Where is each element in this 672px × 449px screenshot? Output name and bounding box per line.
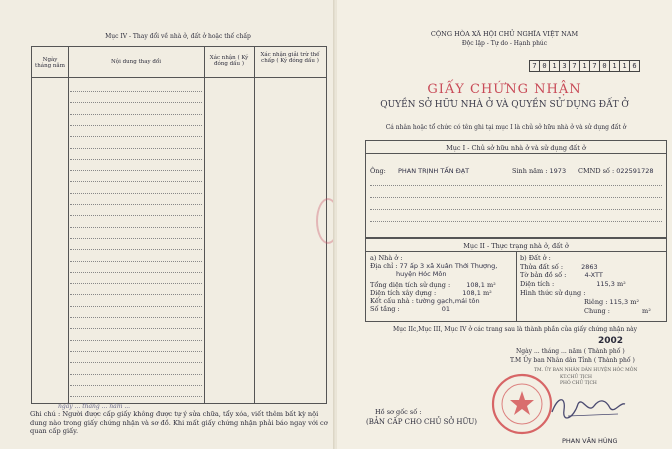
serial-digit: 6: [629, 60, 640, 72]
plot-label: Thửa đất số :: [520, 263, 564, 271]
map-label: Tờ bản đồ số :: [520, 271, 567, 279]
ruled-line: [70, 283, 202, 284]
form-label: Hình thức sử dụng :: [520, 289, 586, 297]
serial-digit: 1: [619, 60, 630, 72]
col-confirm-header: Xác nhận ( Ký đóng dấu ): [209, 55, 249, 67]
unit-m2: m²: [642, 307, 651, 315]
ruled-line: [70, 374, 202, 375]
authority: T.M Ủy ban Nhân dân Tỉnh ( Thành phố ): [510, 357, 635, 364]
col-content-header: Nội dung thay đổi: [110, 59, 162, 65]
structure-label: Kết cấu nhà :: [370, 297, 414, 305]
built-area: 108,1: [462, 289, 481, 297]
floors-label: Số tầng :: [370, 305, 400, 313]
addr-label: Địa chỉ :: [370, 262, 398, 270]
id-number: 022591728: [616, 167, 654, 175]
built-area-label: Diện tích xây dựng :: [370, 289, 437, 297]
unit-m2: m²: [630, 298, 639, 306]
ruled-line: [70, 328, 202, 329]
date-line: Ngày ... tháng ... năm ( Thành phố ): [516, 348, 625, 355]
ruled-line: [70, 193, 202, 194]
ruled-line: [70, 249, 202, 250]
ruled-line: [70, 148, 202, 149]
unit-m2: m²: [616, 280, 626, 288]
ruled-line: [70, 227, 202, 228]
addr-value: 77 ấp 3 xã Xuân Thới Thượng,: [399, 262, 498, 270]
official-seal-icon: [490, 372, 554, 436]
unit-m2: m²: [482, 289, 492, 297]
serial-digit: 7: [529, 60, 540, 72]
addr-value-2: huyện Hóc Môn: [396, 270, 447, 278]
id-label: CMND số :: [578, 167, 615, 175]
ruled-line: [70, 114, 202, 115]
signer-name: PHAN VĂN HÙNG: [562, 437, 618, 445]
ruled-line: [70, 204, 202, 205]
serial-digit: 1: [549, 60, 560, 72]
file-label: Hồ sơ gốc số :: [375, 408, 422, 416]
ruled-line: [70, 181, 202, 182]
copy-note: (BẢN CẤP CHO CHỦ SỞ HỮU): [366, 418, 478, 426]
ruled-line: [70, 317, 202, 318]
authority-line-4: PHÓ CHỦ TỊCH: [560, 381, 597, 386]
land-area-label: Diện tích :: [520, 280, 555, 288]
serial-digit: 1: [609, 60, 620, 72]
section-iv-title: Mục IV - Thay đổi về nhà ở, đất ở hoặc thế chấp: [105, 33, 251, 40]
signature-icon: [548, 392, 628, 422]
section-ii-title: Mục II - Thực trạng nhà ở, đất ở: [463, 242, 569, 250]
unit-m2: m²: [486, 281, 496, 289]
ruled-line: [70, 159, 202, 160]
owner-label: Ông:: [370, 167, 386, 175]
ruled-line: [70, 340, 202, 341]
serial-digit: 1: [579, 60, 590, 72]
col-release-header: Xác nhận giải trừ thế chấp ( Ký đóng dấu ): [260, 52, 320, 64]
certificate-title: GIẤY CHỨNG NHẬN: [427, 82, 582, 97]
ruled-line: [70, 261, 202, 262]
ruled-line: [70, 396, 202, 397]
authority-line-3: KT.CHỦ TỊCH: [560, 375, 592, 380]
section-i-title: Mục I - Chủ sở hữu nhà ở và sử dụng đất ở: [446, 144, 586, 152]
serial-digit: 3: [559, 60, 570, 72]
land-area: 115,3: [596, 280, 615, 288]
total-area-label: Tổng diện tích sử dụng :: [370, 281, 451, 289]
section-ii-box: [365, 238, 667, 322]
serial-digit: 7: [569, 60, 580, 72]
changes-table: [31, 46, 327, 404]
nation-header: CỘNG HÒA XÃ HỘI CHỦ NGHĨA VIỆT NAM: [430, 30, 579, 38]
authority-line-2: TM. ỦY BAN NHÂN DÂN HUYỆN HÓC MÔN: [534, 368, 638, 373]
private-label: Riêng :: [584, 298, 608, 306]
footnote: Ghi chú : Người được cấp giấy không được tự ý sửa chữa, tẩy xóa, viết thêm bất kỳ nội dung nào trong giấy chứng nhận và sơ đồ. Khi mất giấy chứng nhận phải báo ngay với cơ quan cấp giấy.: [30, 410, 328, 435]
footer-note: Mục IIc,Mục III, Mục IV ở các trang sau là thành phần của giấy chứng nhận này: [392, 326, 638, 333]
serial-number: [530, 60, 640, 72]
ruled-line: [70, 91, 202, 92]
ruled-line: [70, 102, 202, 103]
private: 115,3: [609, 298, 629, 306]
ruled-line: [70, 238, 202, 239]
ruled-line: [70, 294, 202, 295]
house-label: a) Nhà ở :: [370, 254, 403, 262]
birth-label: Sinh năm :: [512, 167, 548, 175]
ruled-line: [70, 215, 202, 216]
ruled-line: [70, 125, 202, 126]
land-label: b) Đất ở :: [520, 254, 551, 262]
map: 4-XTT: [584, 271, 603, 279]
ruled-line: [70, 385, 202, 386]
col-date-header: Ngày tháng năm: [35, 57, 65, 69]
ruled-line: [70, 170, 202, 171]
structure: tường gạch,mái tôn: [416, 297, 480, 305]
serial-digit: 0: [599, 60, 610, 72]
total-area: 108,1: [466, 281, 485, 289]
floors: 01: [441, 305, 451, 313]
handwritten-scribble: ngày ... tháng ... năm ...: [58, 403, 131, 410]
birth-year: 1973: [549, 167, 567, 175]
ruled-line: [70, 362, 202, 363]
shared-label: Chung :: [584, 307, 610, 315]
intro-text: Cá nhân hoặc tổ chức có tên ghi tại mục I là chủ sở hữu nhà ở và sử dụng đất ở: [385, 124, 627, 131]
issue-year: 2002: [598, 336, 624, 346]
ruled-line: [70, 351, 202, 352]
ruled-line: [70, 272, 202, 273]
certificate-subtitle: QUYỀN SỞ HỮU NHÀ Ở VÀ QUYỀN SỬ DỤNG ĐẤT Ở: [380, 100, 629, 110]
section-i-box: [365, 140, 667, 238]
serial-digit: 7: [589, 60, 600, 72]
plot: 2863: [581, 263, 598, 271]
motto: Độc lập - Tự do - Hạnh phúc: [461, 40, 548, 47]
serial-digit: 0: [539, 60, 550, 72]
owner-name: PHAN TRỊNH TẤN ĐẠT: [397, 167, 470, 175]
ruled-line: [70, 136, 202, 137]
ruled-line: [70, 306, 202, 307]
